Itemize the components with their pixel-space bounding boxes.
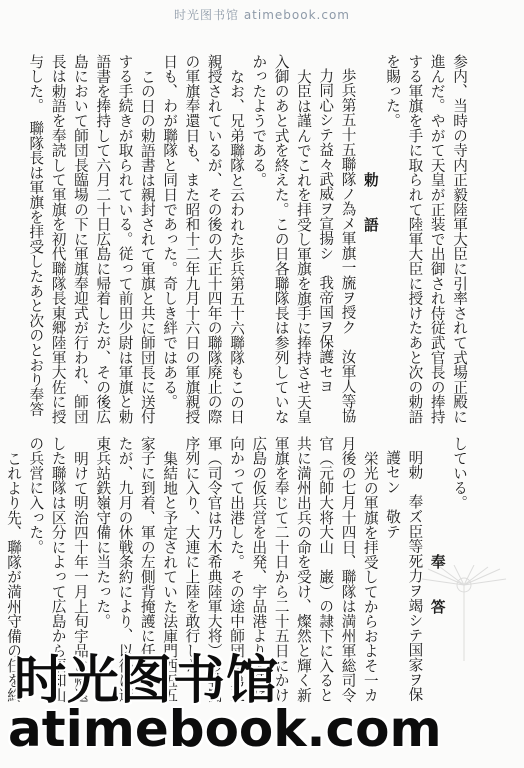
paragraph: 大臣は謹んでこれを拝受し軍旗を旗手に捧持させ天皇入御のあと式を終えた。この日各聯隊長は参列していなかったようである。 (250, 54, 312, 424)
upper-text-block (24, 54, 470, 426)
watermark-cn-text: 时光图书馆 (14, 651, 280, 711)
paragraph: なお、兄弟聯隊と云われた歩兵第五十六聯隊もこの日親授されているが、その後の大正十四年の聯隊廃止の際の軍旗奉還日も、また昭和十二年九月十六日の軍旗親授日も、わが聯隊と同日であった。奇しき絆ではある。 (161, 54, 246, 424)
rescript-text: 歩兵第五十五聯隊ノ為メ軍旗一旒ヲ授ク 汝軍人等協力同心シテ益々武威ヲ宣揚シ 我帝国ヲ保護セヨ (317, 68, 357, 424)
top-watermark: 时光图书馆 atimebook.com (174, 8, 350, 22)
bottom-watermark (0, 628, 524, 768)
running-head (284, 31, 404, 41)
paragraph: 参内、当時の寺内正毅陸軍大臣に引率されて式場正殿に進んだ。やがて天皇が正装で出御され侍従武官長の捧持する軍旗を手に取られて陸軍大臣に授けたあと次の勅語を賜った。 (384, 54, 468, 424)
paragraph: これより先、聯隊が満州守備の任を終 (5, 450, 23, 703)
paragraph: 集結地と予定されていた法庫門西五五家子に到着、軍の左側背掩護に任じていたが、九月の休戦条約により、以後は遼東兵站鉄嶺守備に当たった。 (94, 436, 179, 703)
paragraph: 明けて明治四十年一月上旬宇品に帰還した聯隊は区分によって広島から福知山の兵営に入った。 (27, 436, 89, 703)
paragraph: している。 (451, 436, 468, 510)
reply-text: 明勅 奉ズ臣等死力ヲ竭シテ国家ヲ保護セン 敬テ (384, 450, 424, 702)
watermark-en-text: atimebook.com (8, 700, 442, 758)
reply-heading: 奉 答 (428, 554, 446, 622)
paragraph: この日の勅語書は親封されて軍旗と共に師団長に送付する手続きが取られている。従って前田少尉は軍旗と勅語書を捧持して六月二十日広島に帰着したが、その後広島において師団長臨場の下に軍旗奉迎式が行われ、師団長は勅語を奉読して軍旗を初代聯隊長東郷陸軍大佐に授与した。 聯隊長は軍旗を拝受したあと次のとおり奉答 (27, 54, 156, 424)
rescript-heading: 勅 語 (361, 172, 379, 240)
paragraph: 栄光の軍旗を拝受してからおよそ一カ月後の七月十四日、聯隊は満州軍総司令官（元帥大将大山 巌）の隷下に入ると共に満州出兵の命を受け、燦然と輝く新軍旗を奉じて二十日から二十五日にかけ広島の仮兵営を出発、宇品港より大連に向かって出港した。その途中師団は第三軍（司令官は乃木希典陸軍大将）の戦闘序列に入り、大連に上陸を敢行した。 (183, 436, 379, 703)
